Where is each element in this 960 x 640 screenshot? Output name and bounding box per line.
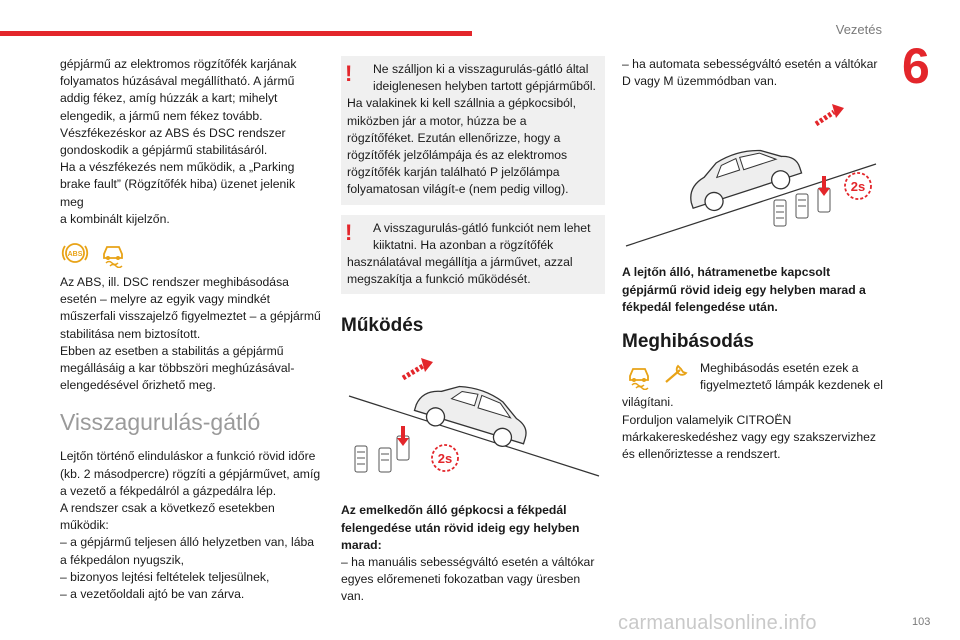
page-number: 103 <box>912 616 931 628</box>
header-accent-bar <box>0 31 472 36</box>
column-1 <box>60 56 322 603</box>
timer-2s-icon <box>845 173 871 199</box>
intro-paragraph: gépjármű az elektromos rögzítőfék karjának folyamatos húzásával megállítható. A jármű addig fékez, amíg húzzák a kart; mihelyt elengedik, a jármű nem fékez tovább. Vészfékezéskor az ABS és DSC rendszer gondoskodik a gépjármű stabilitásáról. Ha a vészfékezés nem működik, a „Parking brake fault” (Rögzítőfék hiba) üzenet jelenik meg a kombinált kijelzőn. <box>60 57 297 226</box>
downhill-caption: A lejtőn álló, hátramenetbe kapcsolt gépjármű rövid ideig egy helyben marad a fékpedál felengedése után. <box>622 265 866 314</box>
automatic-condition: – ha automata sebességváltó esetén a váltókar D vagy M üzemmódban van. <box>622 57 878 89</box>
arrow-uphill-icon <box>403 358 433 378</box>
svg-text:ABS: ABS <box>67 251 83 259</box>
uphill-conditions: – ha manuális sebességváltó esetén a váltókar egyes előremeneti fokozatban vagy üresben van. <box>341 555 595 604</box>
operation-heading: Működés <box>341 315 424 337</box>
svg-text:2s: 2s <box>850 179 866 195</box>
watermark: carmanualsonline.info <box>618 612 817 634</box>
malfunction-heading: Meghibásodás <box>622 331 754 353</box>
hill-start-heading: Visszagurulás-gátló <box>60 409 261 436</box>
uphill-car-illustration <box>341 348 605 488</box>
hill-start-body: Lejtőn történő elinduláskor a funkció rövid időre (kb. 2 másodpercre) rögzíti a gépjárművet, amíg a vezető a fékpedálról a gázpedálra lép. A rendszer csak a következő esetekben működik: – a gépjármű teljesen álló helyzetben van, lába a fékpedálon nyugszik, – bizonyos lejtési feltételek teljesülnek, – a vezetőoldali ajtó be van zárva. <box>60 449 321 602</box>
warning-box-1: ! Ne szálljon ki a visszagurulás-gátló által ideiglenesen helyben tartott gépjárműből. Ha valakinek ki kell szállnia a gépkocsiból, miközben jár a motor, húzza be a rögzítőféket. Ezután ellenőrizze, hogy a rögzítőfék jelzőlámpája és az elektromos rögzítőfék karján található P jelzőlámpa folyamatosan világít-e (nem pedig villog). <box>341 56 605 205</box>
dsc-warning-icon <box>98 238 128 268</box>
svg-text:2s: 2s <box>437 451 453 467</box>
warning-exclamation-icon: ! <box>345 219 353 245</box>
chapter-number: 6 <box>902 38 930 94</box>
dsc-warning-icon <box>622 360 656 390</box>
pedals-icon <box>355 426 409 472</box>
timer-2s-icon <box>432 445 458 471</box>
malfunction-lamps <box>622 360 694 390</box>
malfunction-block <box>622 360 884 463</box>
warning-exclamation-icon: ! <box>345 61 353 86</box>
warning-box-2: ! A visszagurulás-gátló funkciót nem lehet kiiktatni. Ha azonban a rögzítőfék használatával megállítja a járművet, azzal megszakítja a funkció működését. <box>341 215 605 295</box>
abs-dsc-paragraph: Az ABS, ill. DSC rendszer meghibásodása esetén – melyre az egyik vagy mindkét műszerfali visszajelző figyelmeztet – a gépjármű stabilitása nem biztosított. Ebben az esetben a stabilitás a gépjármű megállásáig a kar többszöri meghúzásával- elengedésével őrizhető meg. <box>60 275 321 393</box>
malfunction-text-continued: világítani. Forduljon valamelyik CITROËN márkakereskedéshez vagy egy szakszervizhez és ellenőriztesse a rendszert. <box>622 395 877 462</box>
column-3 <box>622 56 884 463</box>
abs-warning-icon <box>60 238 90 268</box>
service-wrench-icon <box>660 360 694 390</box>
arrow-downhill-icon <box>816 104 844 124</box>
uphill-caption: Az emelkedőn álló gépkocsi a fékpedál felengedése után rövid ideig egy helyben marad: <box>341 503 580 552</box>
column-2 <box>341 56 605 606</box>
warning-lamps <box>60 238 322 268</box>
downhill-car-illustration <box>622 104 884 254</box>
malfunction-text: Meghibásodás esetén ezek a figyelmeztető lámpák kezdenek el <box>700 361 883 393</box>
section-title: Vezetés <box>835 22 882 37</box>
